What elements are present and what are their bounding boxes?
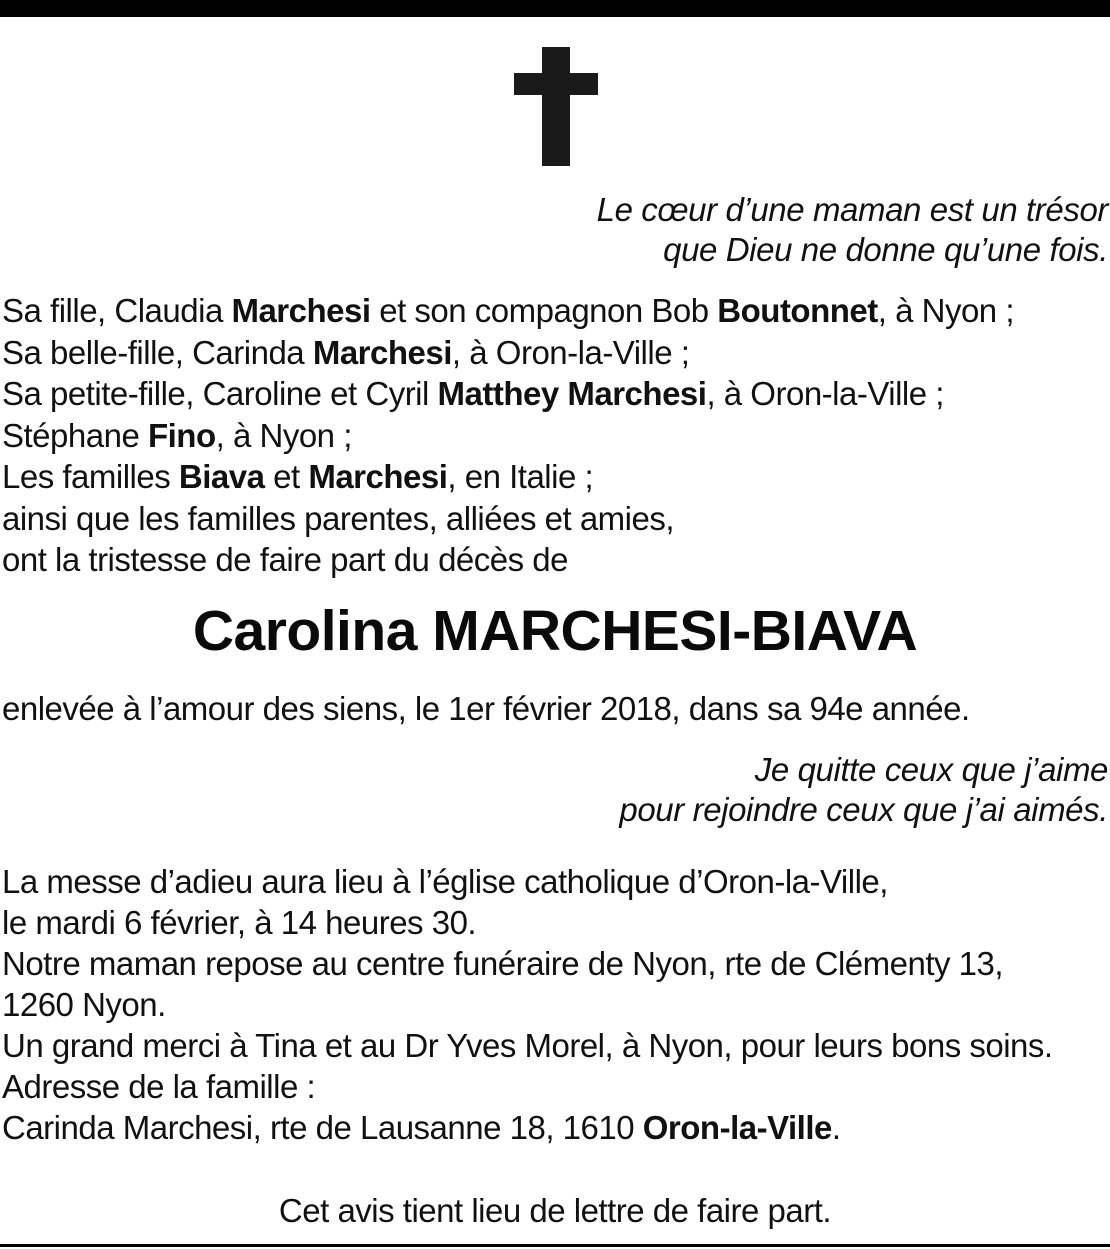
family-line: Les familles Biava et Marchesi, en Italie ; [2,458,594,495]
family-line: Sa petite-fille, Caroline et Cyril Matthey Marchesi, à Oron-la-Ville ; [2,375,944,412]
family-line: ont la tristesse de faire part du décès de [2,541,569,578]
closing-quote-line-2: pour rejoindre ceux que j’ai aimés. [619,791,1108,828]
family-line: Stéphane Fino, à Nyon ; [2,416,352,454]
family-address: Carinda Marchesi, rte de Lausanne 18, 1610 Oron-la-Ville. [2,1109,841,1146]
opening-quote-line-1: Le cœur d’une maman est un trésor [596,191,1108,228]
family-line: Sa fille, Claudia Marchesi et son compagnon Bob Boutonnet, à Nyon ; [2,292,1014,329]
opening-quote [597,190,1108,270]
details-line: 1260 Nyon. [2,986,166,1023]
family-line: ainsi que les familles parentes, alliées et amies, [2,499,675,537]
details-line: Un grand merci à Tina et au Dr Yves Morel, à Nyon, pour leurs bons soins. [2,1027,1053,1064]
opening-quote-line-2: que Dieu ne donne qu’une fois. [663,231,1108,268]
ceremony-details [2,861,1053,1148]
deceased-name: Carolina MARCHESI-BIAVA [192,599,918,663]
closing-quote [619,750,1108,830]
closing-quote-line-1: Je quitte ceux que j’aime [754,751,1108,788]
closing-note: Cet avis tient lieu de lettre de faire part. [278,1192,832,1229]
family-line: Sa belle-fille, Carinda Marchesi, à Oron-la-Ville ; [2,333,690,371]
bottom-rule [0,1244,1110,1247]
top-rule [0,0,1110,17]
death-notice: enlevée à l’amour des siens, le 1er février 2018, dans sa 94e année. [2,690,970,727]
details-line: La messe d’adieu aura lieu à l’église catholique d’Oron-la-Ville, [2,863,888,900]
family-list [2,290,1014,581]
cross-icon [514,47,598,166]
details-line: Adresse de la famille : [2,1068,316,1105]
details-line: Notre maman repose au centre funéraire de Nyon, rte de Clémenty 13, [2,945,1004,982]
details-line: le mardi 6 février, à 14 heures 30. [2,904,477,941]
